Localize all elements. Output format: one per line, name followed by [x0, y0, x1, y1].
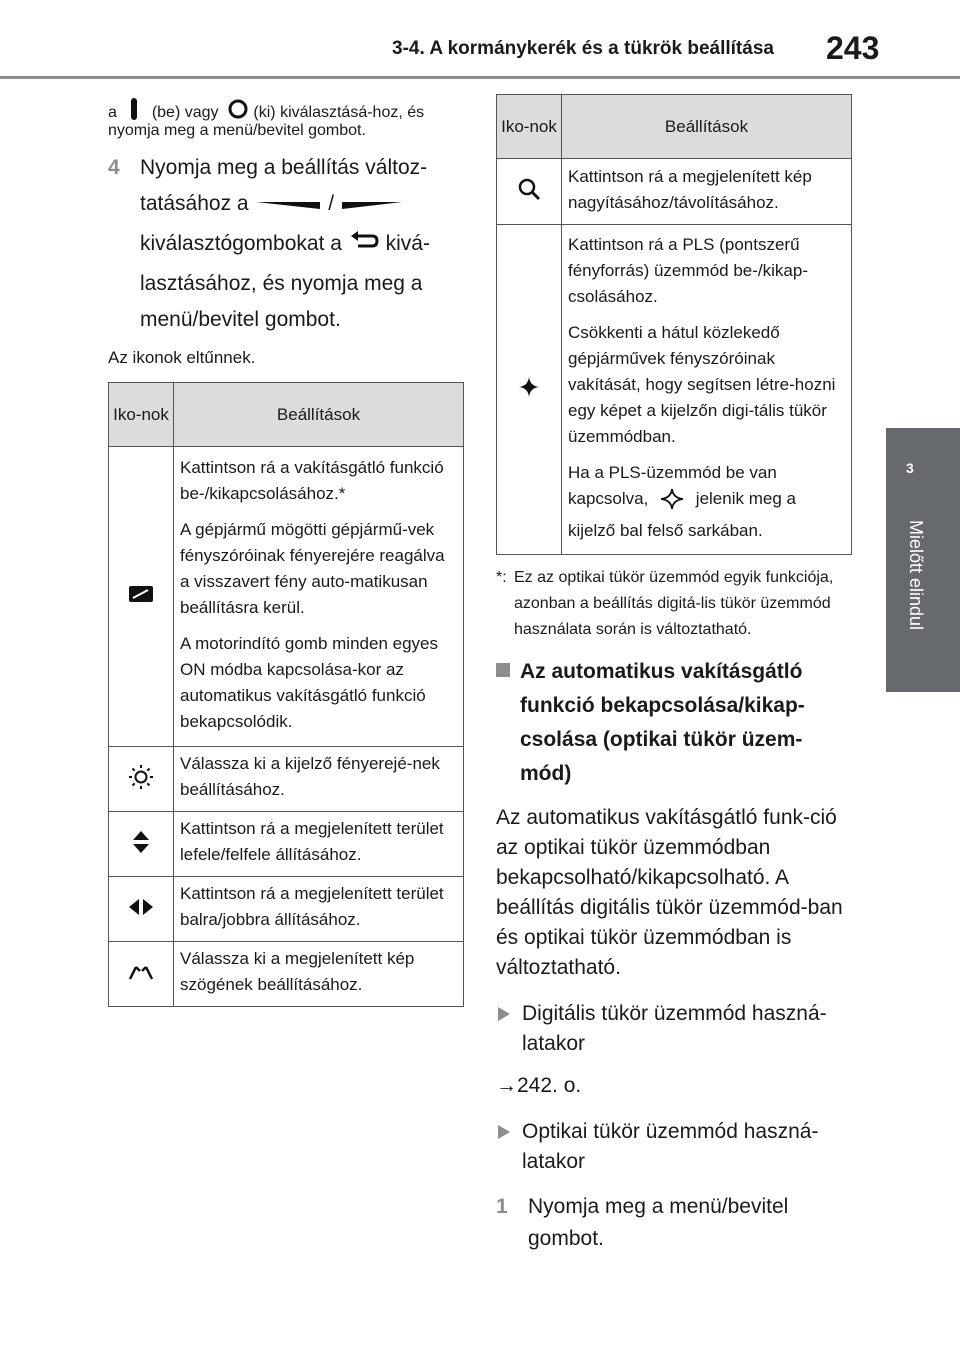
left-right-description: Kattintson rá a megjelenített terület balra/jobbra állításához.: [180, 884, 444, 929]
section-title: 3-4. A kormánykerék és a tükrök beállítása: [392, 38, 774, 59]
on-bar-icon: [121, 98, 147, 116]
header-divider: [0, 76, 960, 79]
step-4-text-2: kiválasztógombokat a: [140, 232, 342, 255]
pls-description-2: Csökkenti a hátul közlekedő gépjárművek fényszóróinak vakítását, hogy segítsen létre-hozni egy képet a kijelzőn digi-tális tükör üzemmódban.: [568, 322, 836, 446]
brightness-description: Válassza ki a kijelző fényerejé-nek beállításához.: [180, 754, 440, 799]
pls-text-3: Ha a PLS-üzemmód be van: [568, 462, 777, 482]
pls-outline-icon: [659, 488, 685, 518]
step-number: 4: [108, 156, 120, 179]
square-bullet-icon: [496, 663, 510, 677]
glare-description-3: A motorindító gomb minden egyes ON módba kapcsolása-kor az automatikus vakításgátló funkció bekapcsolódik.: [180, 633, 438, 731]
intro-text-1: a: [108, 104, 117, 121]
table-row: [109, 877, 464, 942]
icons-disappear-note: Az ikonok eltűnnek.: [108, 348, 256, 367]
table-row: [497, 225, 852, 555]
chapter-number: 3: [906, 460, 914, 476]
up-down-icon: [109, 812, 174, 877]
bullet-optical-mode: [496, 1117, 852, 1177]
table-header-row: [109, 383, 464, 447]
footnote: [496, 565, 852, 643]
pls-icon: [497, 225, 562, 555]
table-row: [109, 942, 464, 1007]
step-4: [108, 150, 464, 338]
page-number: 243: [826, 30, 880, 66]
pls-description-1: Kattintson rá a PLS (pontszerű fényforrás) üzemmód be-/kikap-csolásához.: [568, 234, 808, 306]
pls-description-3: [568, 460, 845, 544]
glare-description-2: A gépjármű mögötti gépjármű-vek fényszóróinak fényerejére reagálva a visszavert fény auto-matikusan beállításra kerül.: [180, 519, 445, 617]
table-row: [109, 747, 464, 812]
step-number: 1: [496, 1195, 508, 1218]
table-header-row: [497, 95, 852, 159]
bullet-digital-text: Digitális tükör üzemmód haszná-latakor: [522, 1002, 827, 1055]
zoom-icon: [497, 159, 562, 225]
step-4-text-3: kivá-lasztásához, és nyomja meg a menü/bevitel gombot.: [140, 232, 430, 331]
up-down-description: Kattintson rá a megjelenített terület lefele/felfele állításához.: [180, 819, 444, 864]
pls-text-4b: jelenik meg a kijelző bal felső sarkában.: [568, 488, 796, 540]
tilt-icon: [109, 942, 174, 1007]
header-settings: Beállítások: [174, 383, 464, 447]
triangle-bullet-icon: [498, 1007, 510, 1021]
left-right-icon: [109, 877, 174, 942]
section-subheading: [496, 655, 852, 791]
table-row: [109, 447, 464, 747]
glare-description-1: Kattintson rá a vakításgátló funkció be-/kikapcsolásához.*: [180, 457, 444, 503]
step-4-text-1: Nyomja meg a beállítás változ-tatásához a: [140, 156, 428, 215]
intro-text-2: (be) vagy: [151, 104, 219, 121]
footnote-text: Ez az optikai tükör üzemmód egyik funkciója, azonban a beállítás digitá-lis tükör üzemmód használata során is változtatható.: [514, 569, 834, 638]
subheading-text: Az automatikus vakításgátló funkció bekapcsolása/kikap-csolása (optikai tükör üzem-mód): [520, 660, 805, 785]
pls-text-4a: kapcsolva,: [568, 488, 649, 508]
page-reference[interactable]: →242. o.: [496, 1074, 582, 1097]
bullet-digital-mode: [496, 999, 852, 1059]
zoom-description: Kattintson rá a megjelenített kép nagyításához/távolításához.: [568, 166, 812, 212]
header-settings: Beállítások: [562, 95, 852, 159]
brightness-icon: [109, 747, 174, 812]
intro-paragraph: [108, 98, 464, 140]
header-icons: Iko-nok: [109, 383, 174, 447]
off-circle-icon: [223, 98, 249, 116]
right-column: [496, 94, 852, 1255]
triangle-bullet-icon: [498, 1125, 510, 1139]
intro-text-3: (ki) kiválasztásá-hoz, és nyomja meg a menü/bevitel gombot.: [108, 104, 425, 139]
table-row: [109, 812, 464, 877]
tilt-description: Válassza ki a megjelenített kép szögének beállításához.: [180, 949, 415, 994]
header-icons: Iko-nok: [497, 95, 562, 159]
slash-separator: /: [328, 192, 335, 215]
table-row: [497, 159, 852, 225]
settings-table-right: [496, 94, 852, 555]
back-arrow-icon: [348, 230, 380, 266]
footnote-mark: *:: [496, 569, 507, 586]
bullet-optical-text: Optikai tükör üzemmód haszná-latakor: [522, 1120, 819, 1173]
step-1-text: Nyomja meg a menü/bevitel gombot.: [528, 1195, 789, 1250]
glare-icon: [109, 447, 174, 747]
step-1: [496, 1191, 852, 1255]
right-selector-icon: [340, 190, 404, 226]
left-selector-icon: [254, 190, 322, 226]
settings-table-left: [108, 382, 464, 1007]
body-paragraph: Az automatikus vakításgátló funk-ció az optikai tükör üzemmódban bekapcsolható/kikapcsolható. A beállítás digitális tükör üzemmód-ban és optikai tükör üzemmódban is változtatható.: [496, 806, 843, 979]
chapter-label: Mielőtt elindul: [906, 520, 926, 631]
left-column: [108, 98, 464, 1007]
